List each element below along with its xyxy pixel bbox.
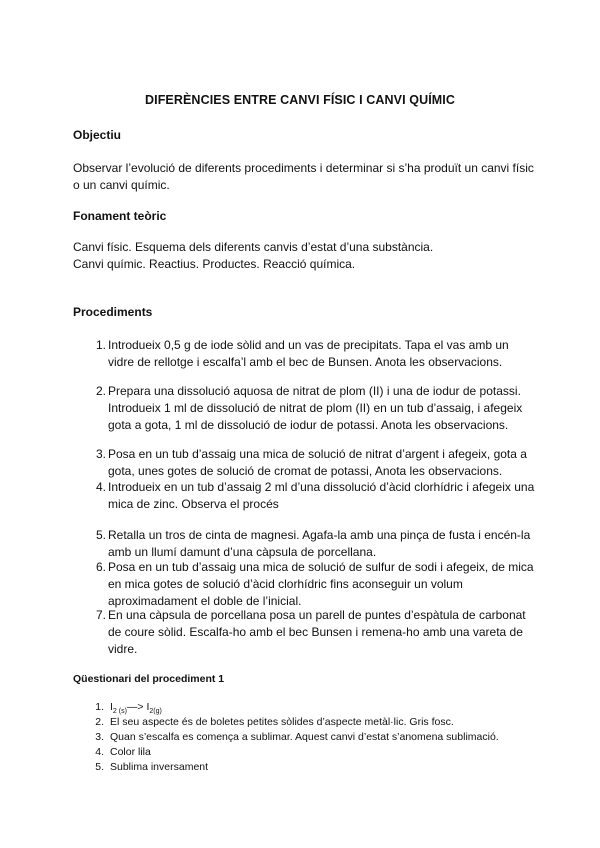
answer-text: Color lila <box>110 746 151 758</box>
procedure-text: Posa en un tub d’assaig una mica de solució de sulfur de sodi i afegeix, de mica en mica gotes de solució d’àcid clorhídric fins aconseguir un volum aproximadament el doble de l’inicial. <box>108 560 534 608</box>
answer-text: El seu aspecte és de boletes petites sòlides d’aspecte metàl·lic. Gris fosc. <box>110 716 454 728</box>
answer-number: 5. <box>95 761 104 773</box>
questionnaire-heading: Qüestionari del procediment 1 <box>73 673 225 685</box>
answer-item <box>73 700 533 715</box>
procedure-number: 1. <box>95 338 106 352</box>
answer-number: 2. <box>95 716 104 728</box>
procedure-number: 2. <box>95 384 106 398</box>
formula-reactant-state: 2 (s) <box>112 708 127 715</box>
objective-heading: Objectiu <box>73 128 122 142</box>
formula-arrow-product: —> I <box>126 701 150 713</box>
answer-item <box>73 760 533 775</box>
objective-text: Observar l’evolució de diferents procediments i determinar si s’ha produït un canvi físic o un canvi químic. <box>73 161 534 192</box>
procedure-number: 5. <box>95 528 106 542</box>
theory-heading: Fonament teòric <box>73 209 167 223</box>
procedure-text: Retalla un tros de cinta de magnesi. Agafa-la amb una pinça de fusta i encén-la amb un llumí damunt d’una càpsula de porcellana. <box>108 528 531 559</box>
answer-number: 4. <box>95 746 104 758</box>
answer-item <box>73 745 533 760</box>
answer-text: Quan s’escalfa es comença a sublimar. Aquest canvi d’estat s’anomena sublimació. <box>110 731 499 743</box>
procedure-number: 4. <box>95 480 106 494</box>
procedure-text: En una càpsula de porcellana posa un parell de puntes d’espàtula de carbonat de coure sòlid. Escalfa-ho amb el bec Bunsen i remena-ho amb una vareta de vidre. <box>108 608 526 656</box>
answer-item <box>73 730 533 745</box>
answer-number: 3. <box>95 731 104 743</box>
formula-reactant: I <box>110 701 113 713</box>
answer-number: 1. <box>95 701 104 713</box>
answer-item <box>73 715 533 730</box>
procedure-number: 7. <box>95 608 106 622</box>
procedure-text: Introdueix 0,5 g de iode sòlid and un vas de precipitats. Tapa el vas amb un vidre de rellotge i escalfa’l amb el bec de Bunsen. Anota les observacions. <box>108 338 509 369</box>
theory-line-2: Canvi químic. Reactius. Productes. Reacció química. <box>73 257 356 271</box>
theory-line-1: Canvi físic. Esquema dels diferents canvis d’estat d’una substància. <box>73 240 434 254</box>
formula-product-state: 2(g) <box>149 708 162 715</box>
procedure-number: 3. <box>95 447 106 461</box>
procedures-heading: Procediments <box>73 305 153 319</box>
procedure-number: 6. <box>95 560 106 574</box>
procedure-text: Introdueix en un tub d’assaig 2 ml d’una dissolució d’àcid clorhídric i afegeix una mica de zinc. Observa el procés <box>108 480 535 511</box>
questionnaire-list <box>73 700 533 775</box>
answer-text: Sublima inversament <box>110 761 209 773</box>
procedure-text: Posa en un tub d’assaig una mica de solució de nitrat d’argent i afegeix, gota a gota, unes gotes de solució de cromat de potassi, Anota les observacions. <box>108 447 527 478</box>
procedure-text: Prepara una dissolució aquosa de nitrat de plom (II) i una de iodur de potassi. Introdueix 1 ml de dissolució de nitrat de plom (II) en un tub d’assaig, i afegeix gota a gota, 1 ml de dissolució de iodur de potassi. Anota les observacions. <box>108 384 523 432</box>
page-title: DIFERÈNCIES ENTRE CANVI FÍSIC I CANVI QUÍMIC <box>145 93 455 107</box>
